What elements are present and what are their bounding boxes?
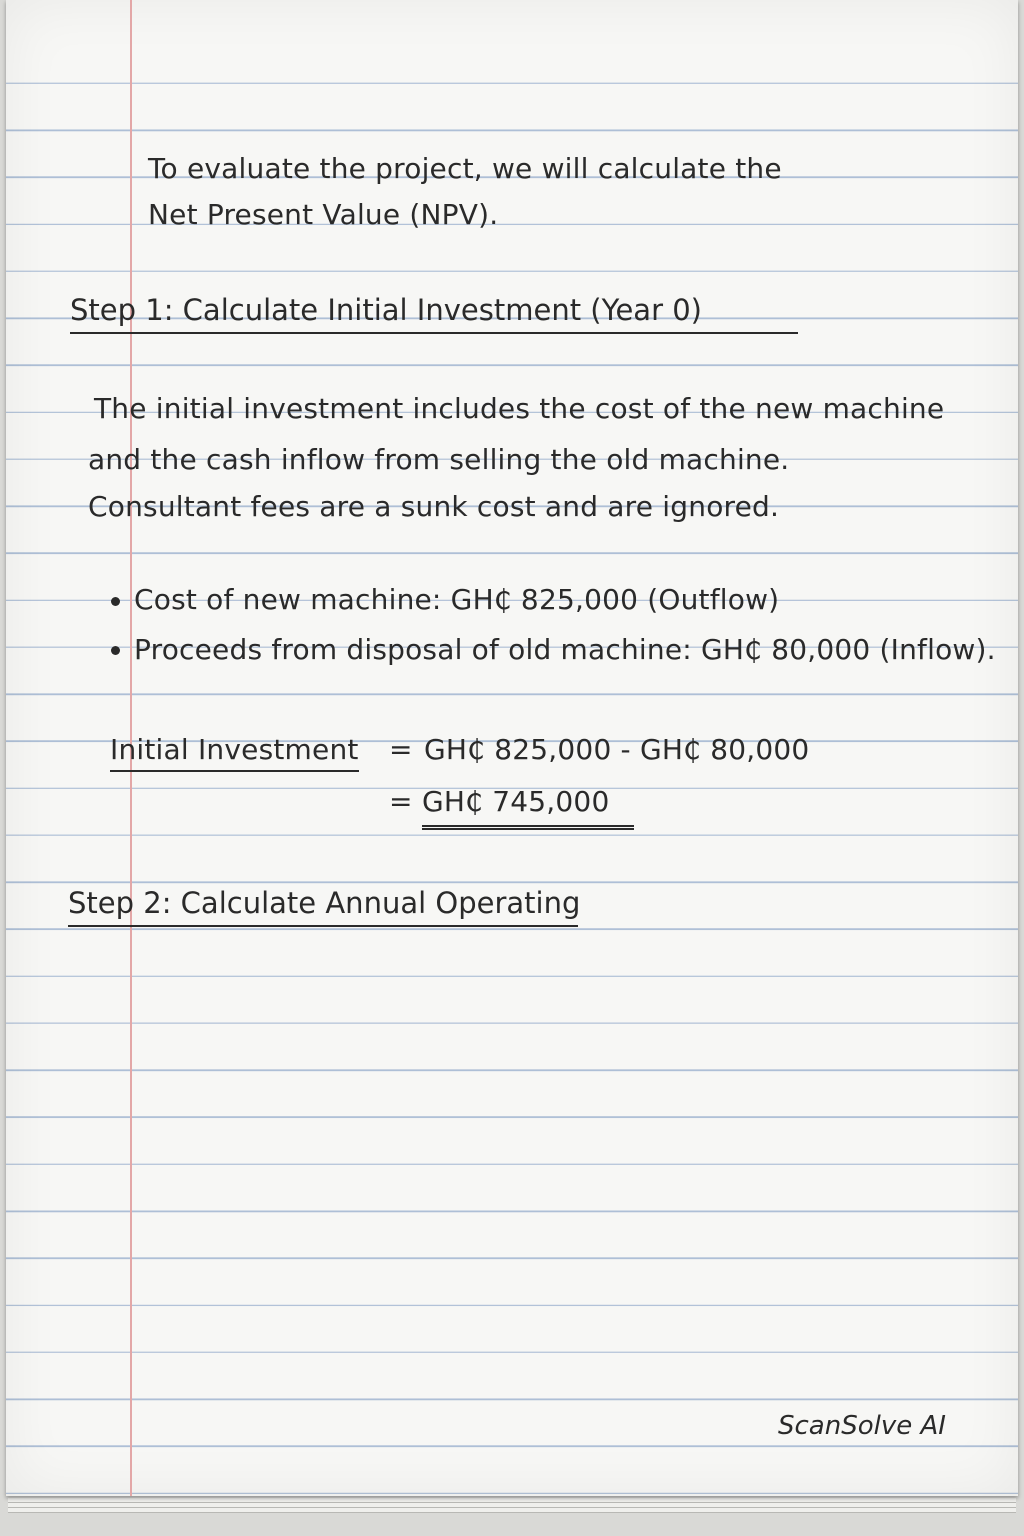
intro-line-1: To evaluate the project, we will calculate the xyxy=(148,152,782,185)
bullet-icon xyxy=(111,646,120,655)
calc-equals: = xyxy=(389,733,413,766)
brand-watermark: ScanSolve AI xyxy=(778,1411,946,1441)
calc-result: GH₵ 745,000 xyxy=(422,785,634,830)
calc-equals: = xyxy=(389,785,413,818)
paper-stack-edge xyxy=(8,1508,1016,1513)
step1-paragraph-line: Consultant fees are a sunk cost and are ignored. xyxy=(88,490,780,523)
bullet-item: Proceeds from disposal of old machine: GH₵ 80,000 (Inflow). xyxy=(134,633,996,666)
calc-expression: GH₵ 825,000 - GH₵ 80,000 xyxy=(424,733,810,766)
intro-line-2: Net Present Value (NPV). xyxy=(148,198,499,231)
bullet-item: Cost of new machine: GH₵ 825,000 (Outflow) xyxy=(134,583,780,616)
calc-label: Initial Investment xyxy=(110,733,359,772)
step1-paragraph-line: The initial investment includes the cost of the new machine xyxy=(94,392,945,425)
notebook-page xyxy=(6,0,1018,1496)
step1-paragraph-line: and the cash inflow from selling the old machine. xyxy=(88,443,790,476)
bullet-icon xyxy=(111,597,120,606)
step2-heading: Step 2: Calculate Annual Operating xyxy=(68,885,578,927)
step1-heading: Step 1: Calculate Initial Investment (Year 0) xyxy=(70,292,798,334)
